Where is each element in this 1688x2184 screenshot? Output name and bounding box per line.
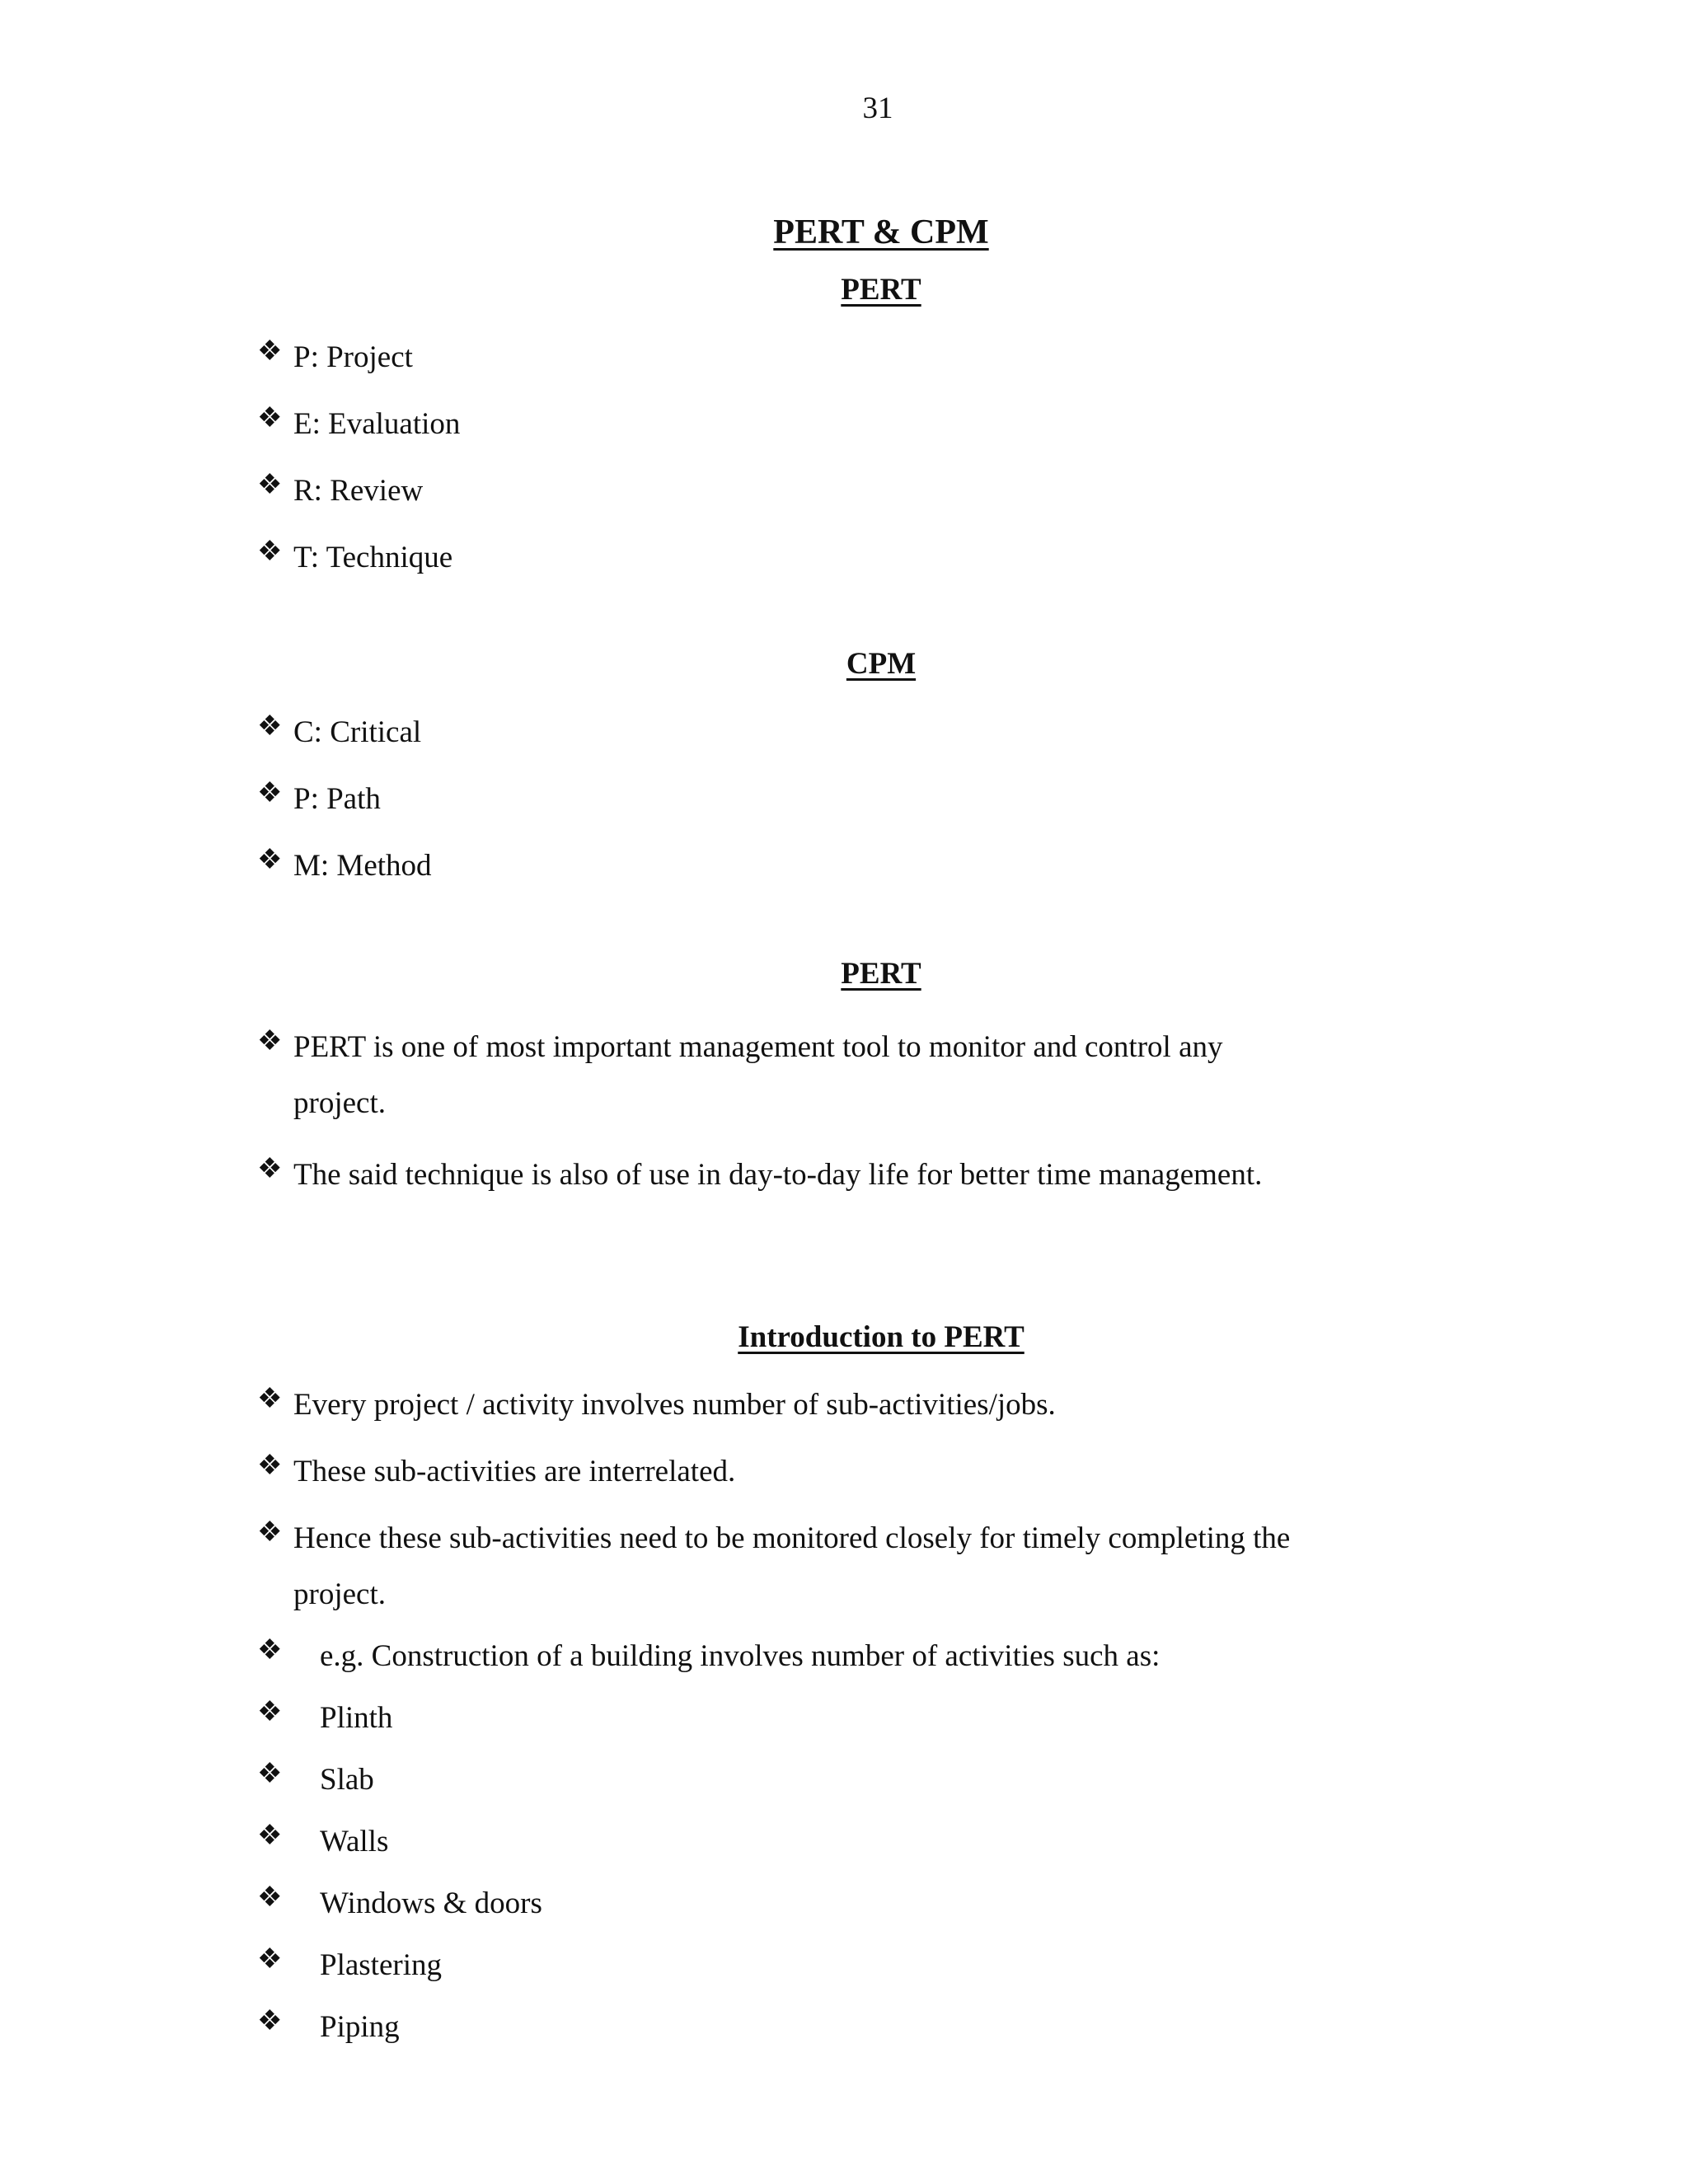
diamond-bullet-icon: ❖ (257, 1697, 283, 1727)
page-number: 31 (862, 91, 893, 125)
activity-item (257, 1752, 1428, 1808)
list-item-text: R: Review (293, 474, 424, 508)
diamond-bullet-icon: ❖ (257, 403, 283, 434)
list-item-text: C: Critical (293, 715, 422, 749)
diamond-bullet-icon: ❖ (257, 537, 283, 567)
diamond-bullet-icon: ❖ (257, 778, 283, 808)
diamond-bullet-icon: ❖ (257, 845, 283, 875)
list-item-continuation: project. (293, 1086, 386, 1120)
activity-item (257, 1814, 1428, 1870)
list-item (257, 771, 1428, 827)
activity-item (257, 1876, 1428, 1932)
list-item-text: PERT is one of most important management tool to monitor and control any (293, 1030, 1223, 1064)
diamond-bullet-icon: ❖ (257, 1759, 283, 1789)
list-item (257, 1377, 1428, 1433)
list-item (257, 1444, 1428, 1500)
cpm-acronym-heading: CPM (846, 647, 917, 681)
diamond-bullet-icon: ❖ (257, 1451, 283, 1481)
diamond-bullet-icon: ❖ (257, 2006, 283, 2036)
list-item-text: T: Technique (293, 541, 453, 574)
diamond-bullet-icon: ❖ (257, 1384, 283, 1414)
list-item-text: e.g. Construction of a building involves number of activities such as: (320, 1639, 1160, 1673)
introduction-heading: Introduction to PERT (738, 1320, 1025, 1354)
list-item-text: Hence these sub-activities need to be monitored closely for timely completing the (293, 1521, 1291, 1555)
pert-section-heading: PERT (841, 957, 921, 991)
list-item (257, 705, 1428, 761)
list-item (257, 463, 1428, 519)
list-item-text: P: Path (293, 782, 381, 816)
list-item (257, 330, 1428, 386)
pert-acronym-heading: PERT (841, 273, 921, 307)
list-item (257, 838, 1428, 894)
diamond-bullet-icon: ❖ (257, 711, 283, 742)
activity-item-text: Plinth (320, 1701, 393, 1735)
activity-item-text: Walls (320, 1825, 389, 1858)
diamond-bullet-icon: ❖ (257, 1635, 283, 1666)
diamond-bullet-icon: ❖ (257, 1517, 283, 1548)
activity-item (257, 1690, 1428, 1746)
diamond-bullet-icon: ❖ (257, 1882, 283, 1913)
activity-item-text: Slab (320, 1763, 374, 1797)
list-item (257, 530, 1428, 586)
document-title: PERT & CPM (773, 213, 989, 251)
activity-item (257, 1999, 1428, 2055)
list-item (257, 1511, 1428, 1623)
diamond-bullet-icon: ❖ (257, 336, 283, 367)
activity-item-text: Piping (320, 2010, 400, 2044)
list-item-continuation: project. (293, 1577, 386, 1611)
diamond-bullet-icon: ❖ (257, 1944, 283, 1975)
diamond-bullet-icon: ❖ (257, 470, 283, 500)
activity-item (257, 1938, 1428, 1994)
activity-item-text: Plastering (320, 1948, 442, 1982)
diamond-bullet-icon: ❖ (257, 1026, 283, 1057)
list-item (257, 1019, 1428, 1132)
list-item-text: These sub-activities are interrelated. (293, 1455, 736, 1488)
list-item-text: Every project / activity involves number of sub-activities/jobs. (293, 1388, 1056, 1422)
list-item-text: M: Method (293, 849, 432, 883)
diamond-bullet-icon: ❖ (257, 1154, 283, 1184)
list-item (257, 396, 1428, 452)
list-item-text: E: Evaluation (293, 407, 461, 441)
list-item-text: P: Project (293, 340, 413, 374)
list-item (257, 1147, 1428, 1203)
diamond-bullet-icon: ❖ (257, 1821, 283, 1851)
list-item (257, 1629, 1428, 1685)
list-item-text: The said technique is also of use in day-to-day life for better time management. (293, 1158, 1263, 1192)
activity-item-text: Windows & doors (320, 1886, 542, 1920)
